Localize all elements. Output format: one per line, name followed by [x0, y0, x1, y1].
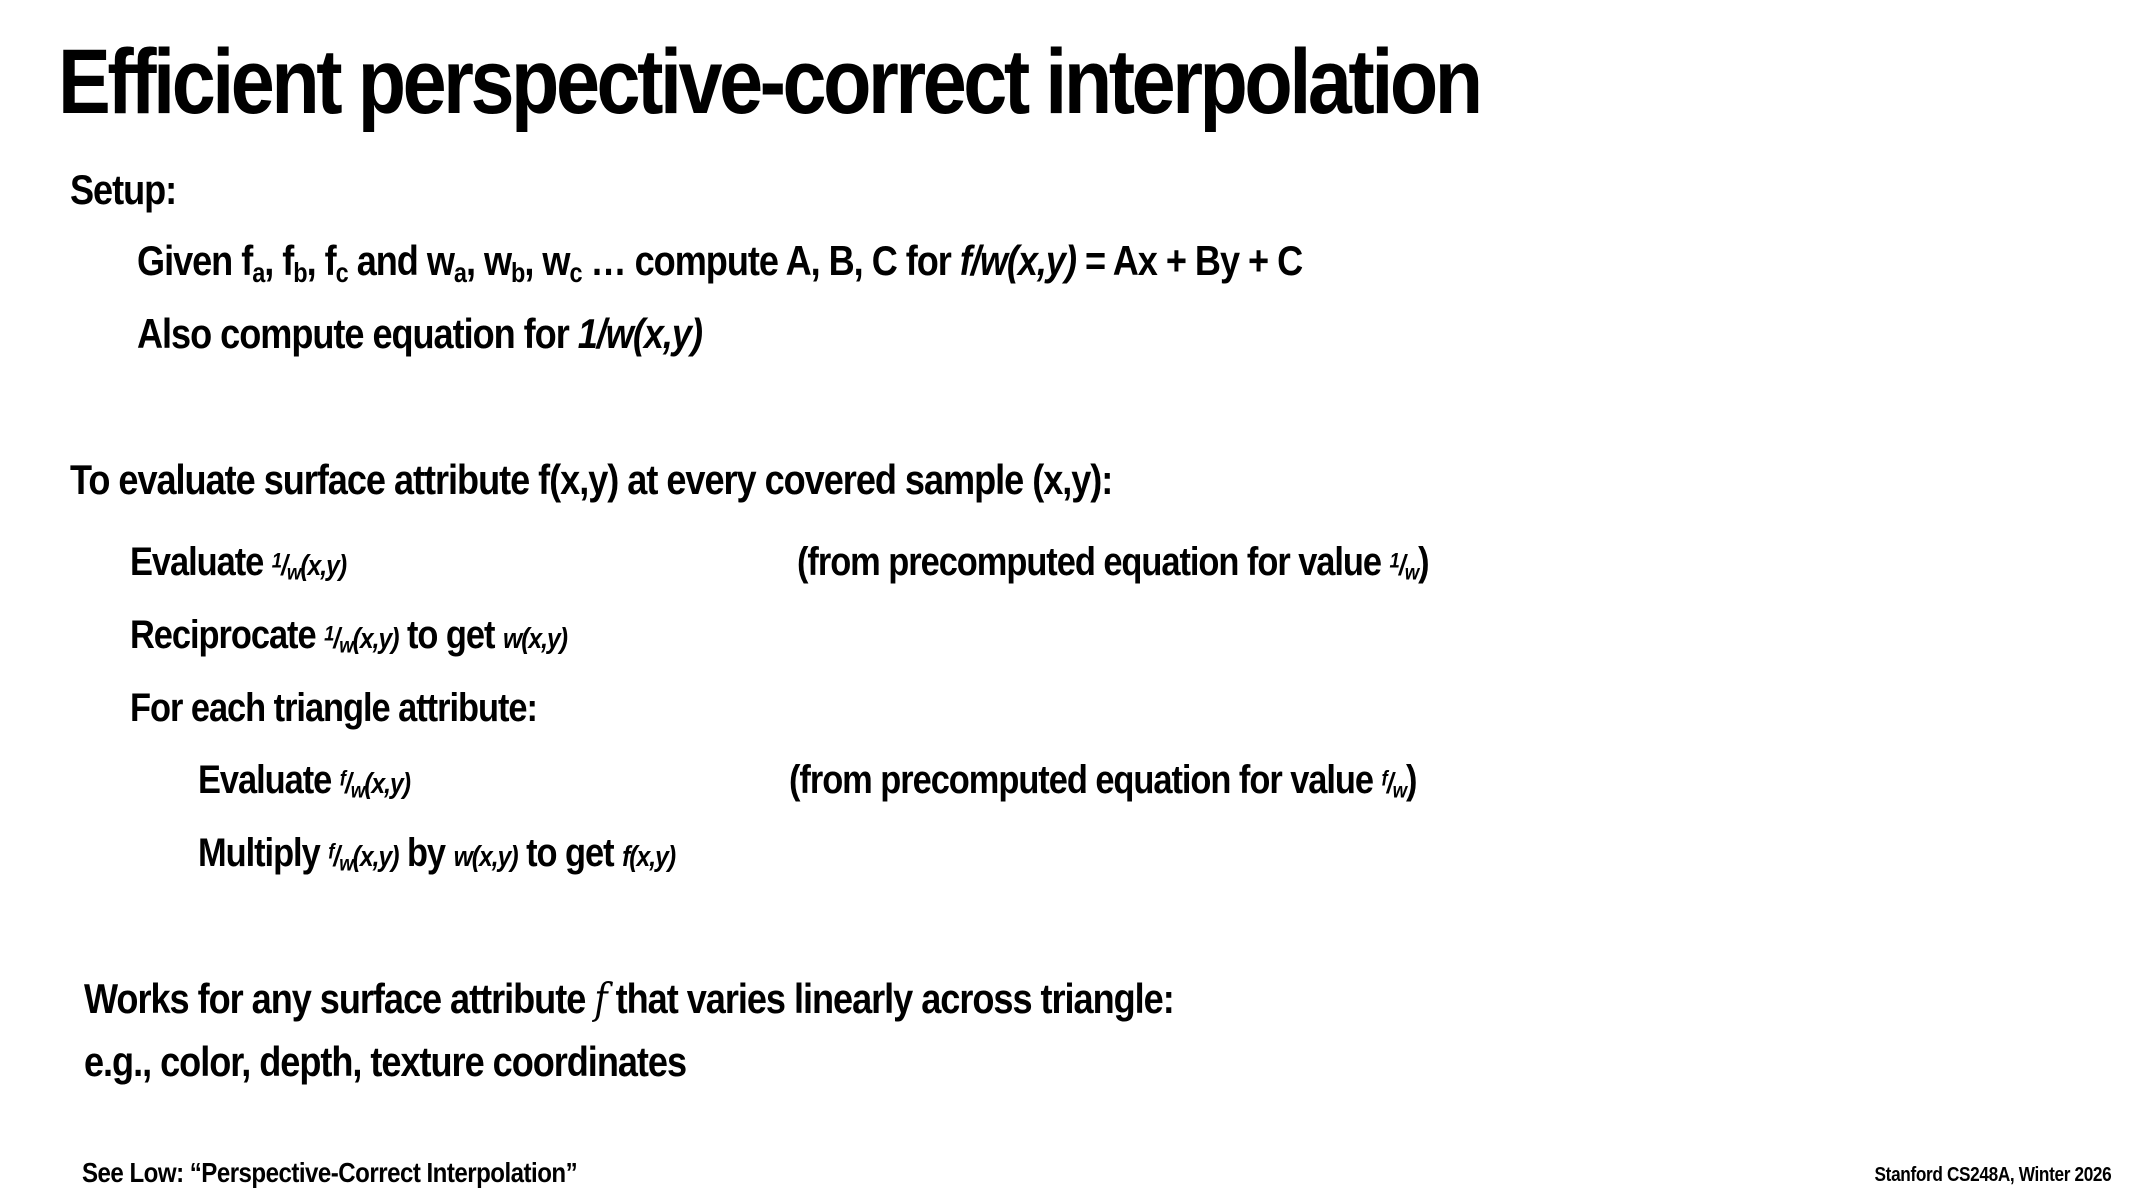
works-line-1: Works for any surface attribute f that varies linearly across triangle:	[84, 974, 1174, 1023]
step-evaluate-f-over-w: Evaluate $^f/_w(x,y)$	[198, 758, 410, 803]
works-line-2: e.g., color, depth, texture coordinates	[84, 1038, 687, 1085]
step-multiply: Multiply $^f/_w(x,y)$ by w(x,y) to get f(x,y)	[198, 831, 676, 876]
slide-title: Efficient perspective-correct interpolation	[58, 31, 1480, 133]
step-reciprocate: Reciprocate $^1/_w(x,y)$ to get w(x,y)	[130, 613, 567, 658]
course-footer: Stanford CS248A, Winter 2026	[1874, 1164, 2111, 1186]
setup-line-1: Given $f_a$, $f_b$, $f_c$ and $w_a$, $w_b$, $w_c$ … compute A, B, C for f/w(x,y) = Ax + By + C	[137, 237, 1303, 288]
setup-heading: Setup:	[70, 166, 177, 213]
reference-note: See Low: “Perspective-Correct Interpolation”	[82, 1157, 578, 1188]
step1-note: (from precomputed equation for value $^1/_w$)	[797, 540, 1429, 585]
step-evaluate-inv-w: Evaluate $^1/_w(x,y)$	[130, 540, 347, 585]
setup-line-2: Also compute equation for 1/w(x,y)	[137, 310, 702, 357]
step-for-each-attribute: For each triangle attribute:	[130, 686, 537, 730]
step4-note: (from precomputed equation for value $^f/_w$)	[789, 758, 1417, 803]
evaluate-heading: To evaluate surface attribute f(x,y) at every covered sample (x,y):	[70, 456, 1113, 503]
